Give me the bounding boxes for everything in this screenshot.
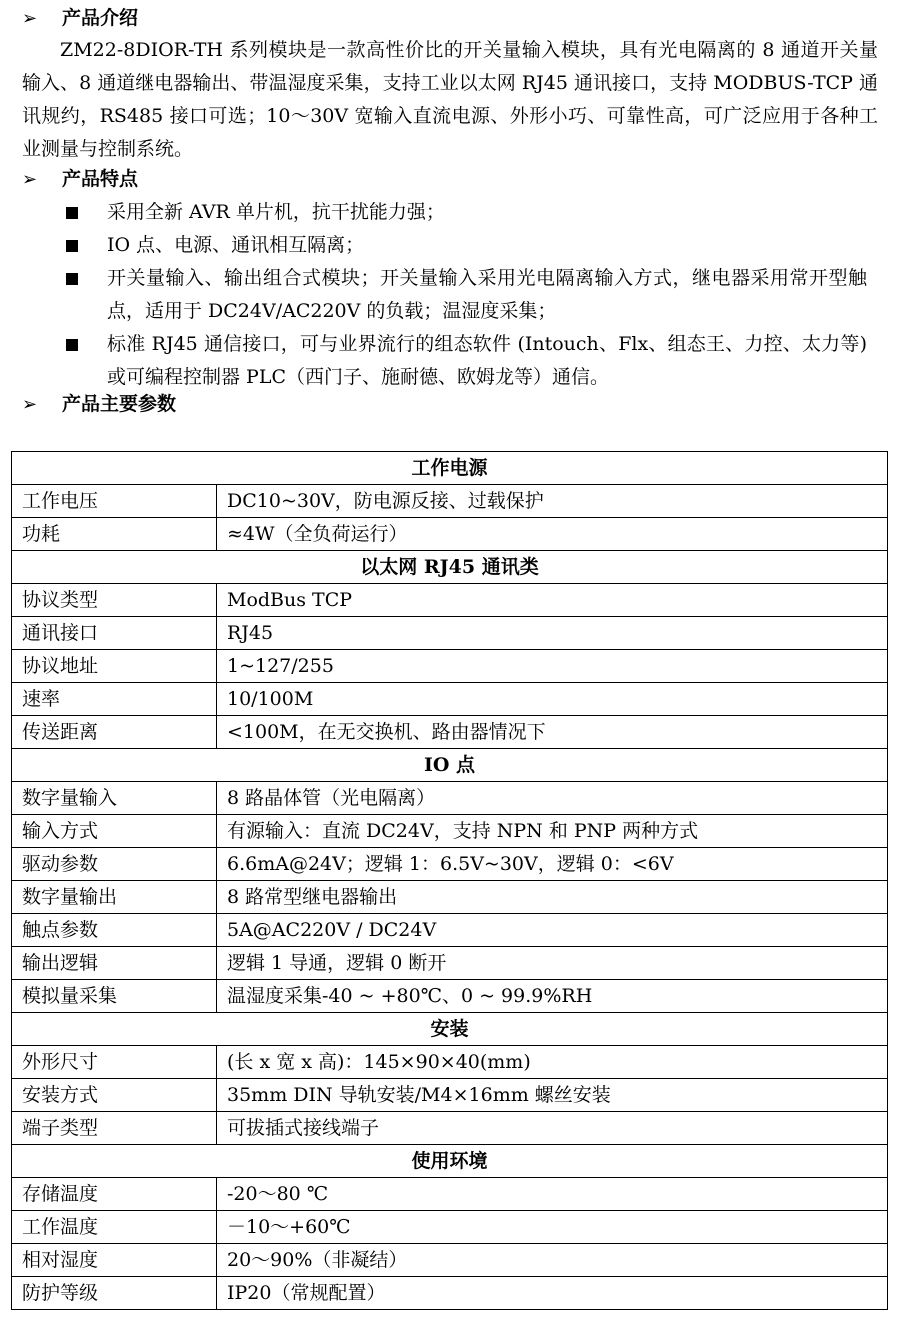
table-row — [12, 980, 888, 1013]
section-title-ethernet: 以太网 RJ45 通讯类 — [12, 551, 888, 584]
table-row — [12, 1046, 888, 1079]
row-label: 驱动参数 — [12, 848, 217, 881]
row-label: 协议类型 — [12, 584, 217, 617]
row-label: 输入方式 — [12, 815, 217, 848]
table-row — [12, 584, 888, 617]
arrow-bullet-icon: ➢ — [22, 169, 38, 190]
row-label: 防护等级 — [12, 1277, 217, 1310]
section-heading-intro-text: 产品介绍 — [62, 7, 139, 29]
table-row — [12, 683, 888, 716]
table-row — [12, 1178, 888, 1211]
table-row — [12, 1244, 888, 1277]
section-heading-params — [22, 389, 176, 419]
row-label: 安装方式 — [12, 1079, 217, 1112]
row-label: 数字量输入 — [12, 782, 217, 815]
arrow-bullet-icon: ➢ — [22, 8, 38, 29]
row-value: ModBus TCP — [217, 584, 888, 617]
row-value: 10/100M — [217, 683, 888, 716]
table-section-row — [12, 452, 888, 485]
table-row — [12, 1277, 888, 1310]
row-value: <100M，在无交换机、路由器情况下 — [217, 716, 888, 749]
row-label: 传送距离 — [12, 716, 217, 749]
row-label: 通讯接口 — [12, 617, 217, 650]
row-value: 可拔插式接线端子 — [217, 1112, 888, 1145]
section-heading-params-text: 产品主要参数 — [62, 393, 177, 415]
row-label: 数字量输出 — [12, 881, 217, 914]
section-title-power: 工作电源 — [12, 452, 888, 485]
row-label: 存储温度 — [12, 1178, 217, 1211]
square-bullet-icon — [66, 240, 78, 252]
table-section-row — [12, 1013, 888, 1046]
table-section-row — [12, 1145, 888, 1178]
table-row — [12, 617, 888, 650]
square-bullet-icon — [66, 339, 78, 351]
row-label: 输出逻辑 — [12, 947, 217, 980]
row-value: 温湿度采集-40 ~ +80℃、0 ~ 99.9%RH — [217, 980, 888, 1013]
row-label: 触点参数 — [12, 914, 217, 947]
table-row — [12, 485, 888, 518]
row-value: 1~127/255 — [217, 650, 888, 683]
row-label: 工作温度 — [12, 1211, 217, 1244]
row-label: 工作电压 — [12, 485, 217, 518]
table-row — [12, 848, 888, 881]
table-row — [12, 650, 888, 683]
row-value: -20～80 ℃ — [217, 1178, 888, 1211]
row-value: 有源输入：直流 DC24V，支持 NPN 和 PNP 两种方式 — [217, 815, 888, 848]
row-value: 8 路晶体管（光电隔离） — [217, 782, 888, 815]
row-value: 35mm DIN 导轨安装/M4×16mm 螺丝安装 — [217, 1079, 888, 1112]
row-value: DC10~30V，防电源反接、过载保护 — [217, 485, 888, 518]
section-title-env: 使用环境 — [12, 1145, 888, 1178]
table-row — [12, 1211, 888, 1244]
table-section-row — [12, 749, 888, 782]
row-label: 速率 — [12, 683, 217, 716]
square-bullet-icon — [66, 273, 78, 285]
intro-paragraph: ZM22-8DIOR-TH 系列模块是一款高性价比的开关量输入模块，具有光电隔离的 8 通道开关量输入、8 通道继电器输出、带温湿度采集，支持工业以太网 RJ45 通讯接口，支持 MODBUS-TCP 通讯规约，RS485 接口可选；10～30V 宽输入直流电源、外形小巧、可靠性高，可广泛应用于各种工业测量与控制系统。 — [22, 39, 878, 160]
row-value: RJ45 — [217, 617, 888, 650]
row-value: 20～90%（非凝结） — [217, 1244, 888, 1277]
section-title-io: IO 点 — [12, 749, 888, 782]
table-row — [12, 914, 888, 947]
section-heading-features — [22, 164, 138, 194]
row-value: 6.6mA@24V；逻辑 1：6.5V~30V，逻辑 0：<6V — [217, 848, 888, 881]
row-label: 端子类型 — [12, 1112, 217, 1145]
row-label: 协议地址 — [12, 650, 217, 683]
row-value: 8 路常型继电器输出 — [217, 881, 888, 914]
table-row — [12, 1079, 888, 1112]
table-row — [12, 518, 888, 551]
table-section-row — [12, 551, 888, 584]
row-label: 相对湿度 — [12, 1244, 217, 1277]
feature-item: 开关量输入、输出组合式模块；开关量输入采用光电隔离输入方式，继电器采用常开型触点，适用于 DC24V/AC220V 的负载；温湿度采集； — [0, 262, 867, 328]
row-value: 5A@AC220V / DC24V — [217, 914, 888, 947]
row-label: 模拟量采集 — [12, 980, 217, 1013]
row-value: 逻辑 1 导通，逻辑 0 断开 — [217, 947, 888, 980]
row-value: IP20（常规配置） — [217, 1277, 888, 1310]
arrow-bullet-icon: ➢ — [22, 394, 38, 415]
row-value: (长 x 宽 x 高)：145×90×40(mm) — [217, 1046, 888, 1079]
table-row — [12, 947, 888, 980]
table-row — [12, 716, 888, 749]
row-label: 功耗 — [12, 518, 217, 551]
feature-list — [0, 196, 900, 394]
table-row — [12, 815, 888, 848]
section-heading-features-text: 产品特点 — [62, 168, 139, 190]
row-value: －10～+60℃ — [217, 1211, 888, 1244]
section-title-install: 安装 — [12, 1013, 888, 1046]
feature-item: 标准 RJ45 通信接口，可与业界流行的组态软件 (Intouch、Flx、组态王、力控、太力等)或可编程控制器 PLC（西门子、施耐德、欧姆龙等）通信。 — [0, 328, 867, 394]
feature-item: IO 点、电源、通讯相互隔离； — [0, 229, 867, 262]
section-heading-intro — [22, 3, 138, 33]
square-bullet-icon — [66, 207, 78, 219]
table-row — [12, 881, 888, 914]
spec-table — [11, 451, 888, 1310]
feature-item: 采用全新 AVR 单片机，抗干扰能力强； — [0, 196, 867, 229]
row-value: ≈4W（全负荷运行） — [217, 518, 888, 551]
row-label: 外形尺寸 — [12, 1046, 217, 1079]
table-row — [12, 1112, 888, 1145]
table-row — [12, 782, 888, 815]
